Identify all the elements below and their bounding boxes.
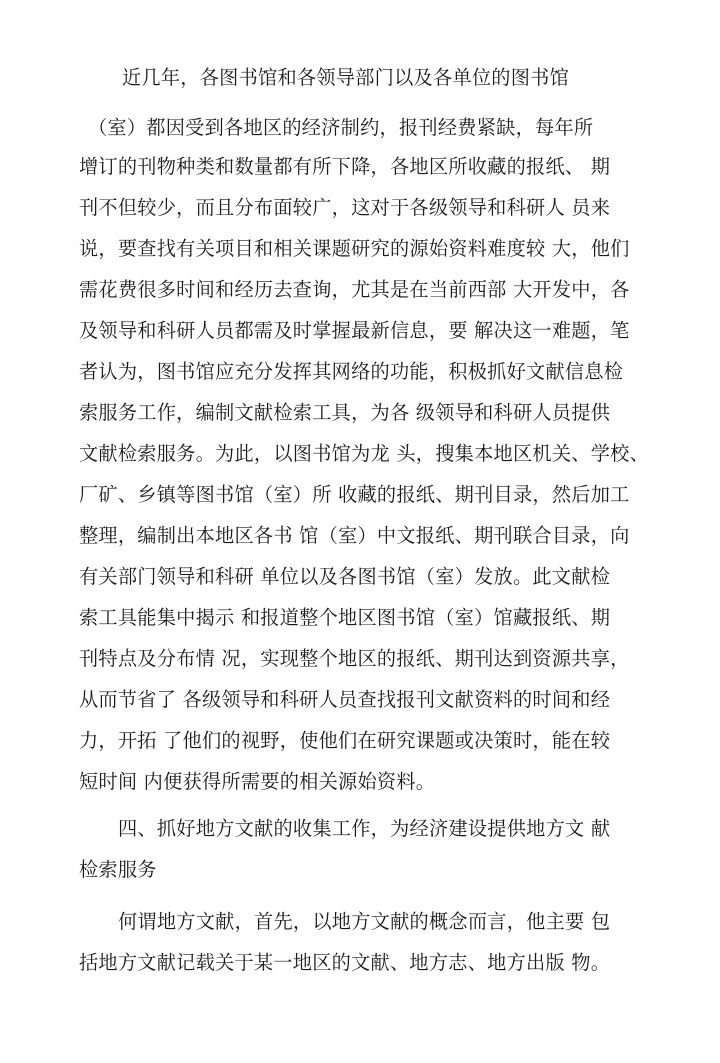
paragraph-1-line-13: 有关部门领导和科研 单位以及各图书馆（室）发放。此文献检 — [79, 565, 611, 588]
section-heading-line-2: 检索服务 — [79, 858, 157, 881]
paragraph-1-line-14: 索工具能集中揭示 和报道整个地区图书馆（室）馆藏报纸、期 — [79, 606, 611, 629]
paragraph-1-line-10: 文献检索服务。为此，以图书馆为龙 头，搜集本地区机关、学校、 — [79, 442, 650, 465]
paragraph-1-line-12: 整理，编制出本地区各书 馆（室）中文报纸、期刊联合目录，向 — [79, 524, 630, 547]
paragraph-1-line-18: 短时间 内便获得所需要的相关源始资料。 — [79, 770, 436, 793]
paragraph-1-line-15: 刊特点及分布情 况，实现整个地区的报纸、期刊达到资源共享， — [79, 647, 630, 670]
paragraph-1-line-6: 需花费很多时间和经历去查询，尤其是在当前西部 大开发中，各 — [79, 278, 630, 301]
paragraph-1-line-17: 力，开拓 了他们的视野，使他们在研究课题或决策时，能在较 — [79, 729, 611, 752]
paragraph-1-line-16: 从而节省了 各级领导和科研人员查找报刊文献资料的时间和经 — [79, 688, 611, 711]
paragraph-1-line-4: 刊不但较少，而且分布面较广，这对于各级领导和科研人 员来 — [79, 196, 611, 219]
paragraph-1-line-2: （室）都因受到各地区的经济制约，报刊经费紧缺，每年所 — [88, 116, 594, 139]
paragraph-1-line-5: 说，要查找有关项目和相关课题研究的源始资料难度较 大，他们 — [79, 237, 630, 260]
paragraph-1-line-1: 近几年，各图书馆和各领导部门以及各单位的图书馆 — [122, 66, 570, 89]
paragraph-2-line-1: 何谓地方文献，首先，以地方文献的概念而言，他主要 包 — [118, 910, 611, 933]
paragraph-1-line-8: 者认为，图书馆应充分发挥其网络的功能，积极抓好文献信息检 — [79, 360, 624, 383]
paragraph-2-line-2: 括地方文献记载关于某一地区的文献、地方志、地方出版 物。 — [79, 951, 611, 974]
section-heading-line-1: 四、抓好地方文献的收集工作，为经济建设提供地方文 献 — [118, 817, 611, 840]
paragraph-1-line-9: 索服务工作，编制文献检索工具，为各 级领导和科研人员提供 — [79, 401, 611, 424]
paragraph-1-line-3: 增订的刊物种类和数量都有所下降，各地区所收藏的报纸、 期 — [79, 155, 611, 178]
paragraph-1-line-11: 厂矿、乡镇等图书馆（室）所 收藏的报纸、期刊目录，然后加工 — [79, 483, 630, 506]
paragraph-1-line-7: 及领导和科研人员都需及时掌握最新信息，要 解决这一难题，笔 — [79, 319, 630, 342]
